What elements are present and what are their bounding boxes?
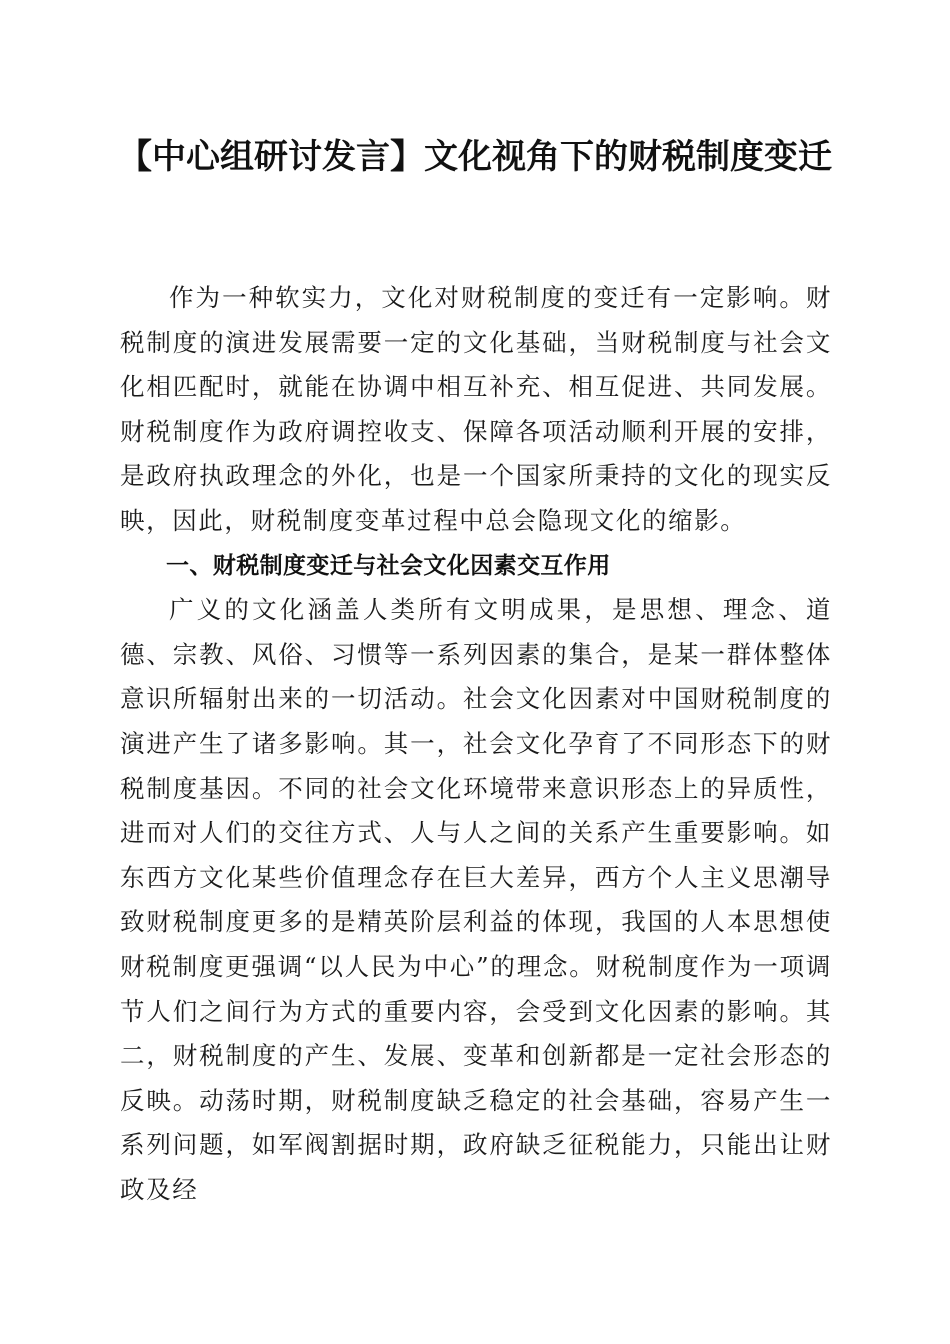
section-heading: 一、财税制度变迁与社会文化因素交互作用 xyxy=(166,552,611,579)
intro-paragraph: 作为一种软实力，文化对财税制度的变迁有一定影响。财税制度的演进发展需要一定的文化基础，当财税制度与社会文化相匹配时，就能在协调中相互补充、相互促进、共同发展。财税制度作为政府调控收支、保障各项活动顺利开展的安排，是政府执政理念的外化，也是一个国家所秉持的文化的现实反映，因此，财税制度变革过程中总会隐现文化的缩影。 xyxy=(120,283,832,535)
document-title: 【中心组研讨发言】文化视角下的财税制度变迁 xyxy=(118,137,832,177)
document-body xyxy=(120,276,832,1212)
section-paragraph: 广义的文化涵盖人类所有文明成果，是思想、理念、道德、宗教、风俗、习惯等一系列因素的集合，是某一群体整体意识所辐射出来的一切活动。社会文化因素对中国财税制度的演进产生了诸多影响。其一，社会文化孕育了不同形态下的财税制度基因。不同的社会文化环境带来意识形态上的异质性，进而对人们的交往方式、人与人之间的关系产生重要影响。如东西方文化某些价值理念存在巨大差异，西方个人主义思潮导致财税制度更多的是精英阶层利益的体现，我国的人本思想使财税制度更强调“以人民为中心”的理念。财税制度作为一项调节人们之间行为方式的重要内容，会受到文化因素的影响。其二，财税制度的产生、发展、变革和创新都是一定社会形态的反映。动荡时期，财税制度缺乏稳定的社会基础，容易产生一系列问题，如军阀割据时期，政府缺乏征税能力，只能出让财政及经 xyxy=(120,595,832,1204)
